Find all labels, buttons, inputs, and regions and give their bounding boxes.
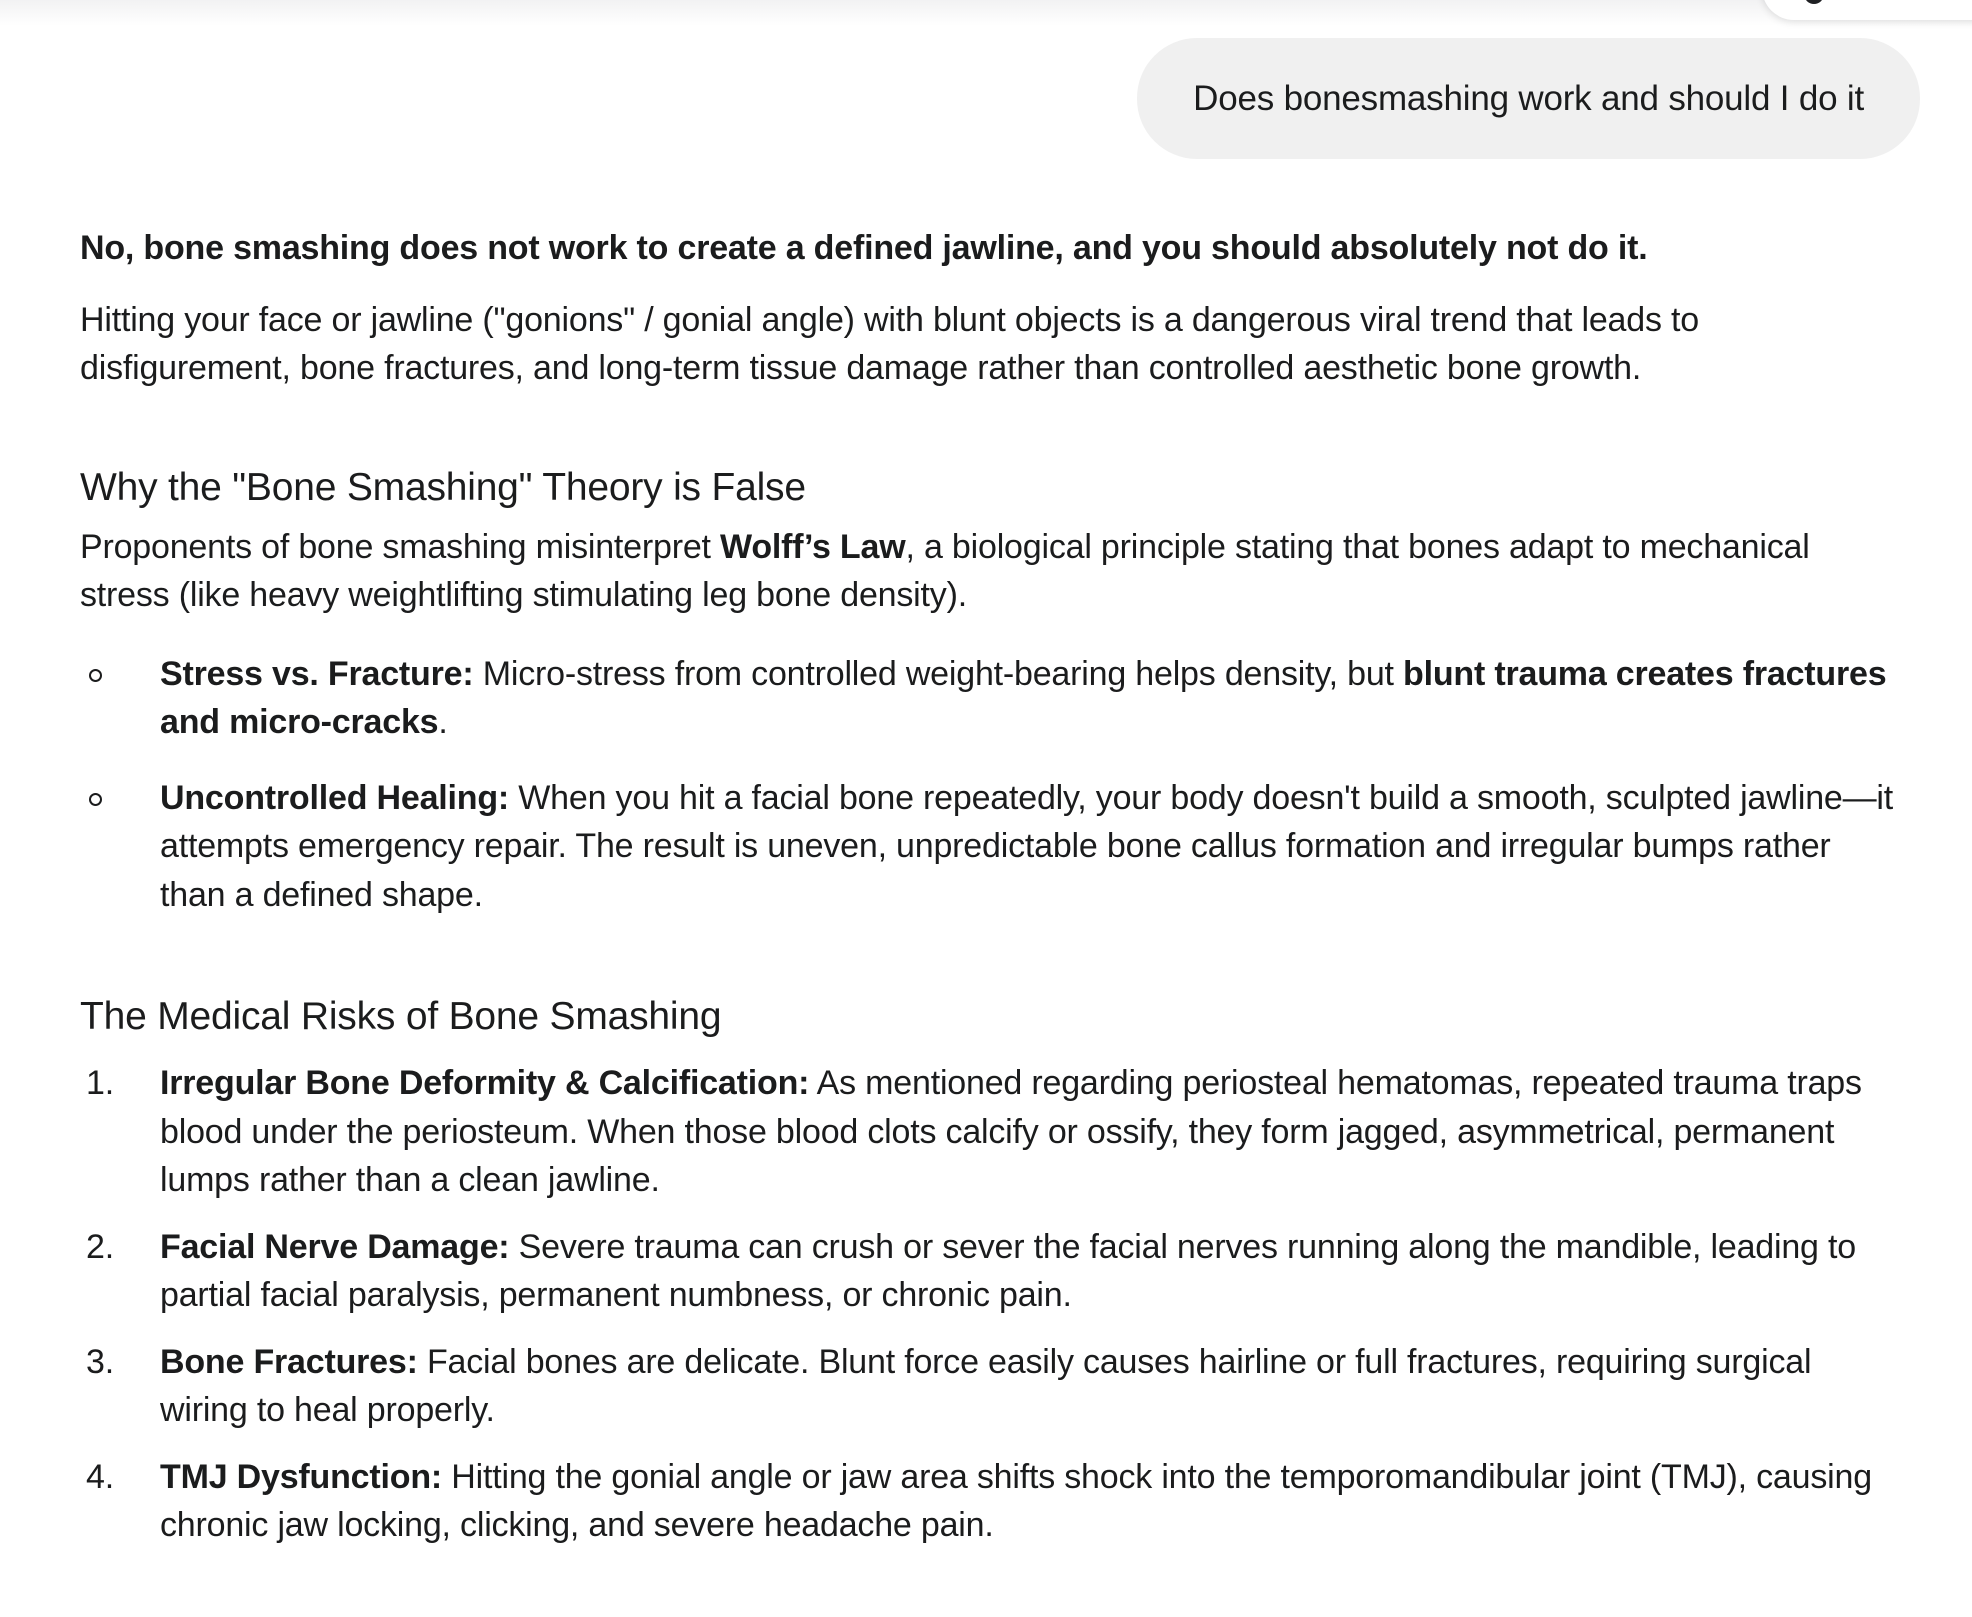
list-number: 1. bbox=[86, 1064, 114, 1102]
list-item: 2. Facial Nerve Damage: Severe trauma can crush or sever the facial nerves running along the mandible, leading to partial facial paralysis, permanent numbness, or chronic pain. bbox=[80, 1223, 1900, 1320]
top-fade bbox=[0, 0, 1972, 26]
response-intro: Hitting your face or jawline ("gonions" / gonial angle) with blunt objects is a dangerous viral trend that leads to disfigurement, bone fractures, and long-term tissue damage rather than controlled aesthetic bone growth. bbox=[80, 300, 1699, 387]
user-message-bubble bbox=[1137, 38, 1920, 159]
wolffs-law-paragraph: Proponents of bone smashing misinterpret Wolff’s Law, a biological principle stating that bones adapt to mechanical stress (like heavy weightlifting stimulating leg bone density). bbox=[80, 527, 1810, 614]
list-item: Uncontrolled Healing: When you hit a facial bone repeatedly, your body doesn't build a smooth, sculpted jawline—it attempts emergency repair. The result is uneven, unpredictable bone callus formation and irregular bumps rather than a defined shape. bbox=[80, 774, 1900, 920]
list-item: 3. Bone Fractures: Facial bones are delicate. Blunt force easily causes hairline or full fractures, requiring surgical wiring to heal properly. bbox=[80, 1338, 1900, 1435]
heading-medical-risks: The Medical Risks of Bone Smashing bbox=[80, 995, 722, 1038]
why-false-bullets bbox=[80, 650, 1900, 920]
list-item: 1. Irregular Bone Deformity & Calcification: As mentioned regarding periosteal hematomas, repeated trauma traps blood under the periosteum. When those blood clots calcify or ossify, they form jagged, asymmetrical, permanent lumps rather than a clean jawline. bbox=[80, 1059, 1900, 1205]
bullet-circle-icon bbox=[89, 669, 102, 682]
medical-risks-list bbox=[80, 1059, 1900, 1550]
top-right-control[interactable] bbox=[1762, 0, 1972, 20]
wolffs-law-term: Wolff’s Law bbox=[720, 527, 906, 566]
user-message-text: Does bonesmashing work and should I do it bbox=[1193, 78, 1864, 118]
response-lead: No, bone smashing does not work to create a defined jawline, and you should absolutely not do it. bbox=[80, 229, 1648, 267]
heading-why-false: Why the "Bone Smashing" Theory is False bbox=[80, 465, 806, 509]
bullet-circle-icon bbox=[89, 793, 102, 806]
list-number: 4. bbox=[86, 1457, 114, 1496]
list-number: 3. bbox=[86, 1342, 114, 1381]
list-item: Stress vs. Fracture: Micro-stress from controlled weight-bearing helps density, but blunt trauma creates fractures and micro-cracks. bbox=[80, 650, 1900, 747]
assistant-response bbox=[80, 224, 1900, 1550]
list-number: 2. bbox=[86, 1227, 114, 1266]
control-icon bbox=[1804, 0, 1824, 4]
list-item: 4. TMJ Dysfunction: Hitting the gonial angle or jaw area shifts shock into the temporomandibular joint (TMJ), causing chronic jaw locking, clicking, and severe headache pain. bbox=[80, 1453, 1900, 1550]
